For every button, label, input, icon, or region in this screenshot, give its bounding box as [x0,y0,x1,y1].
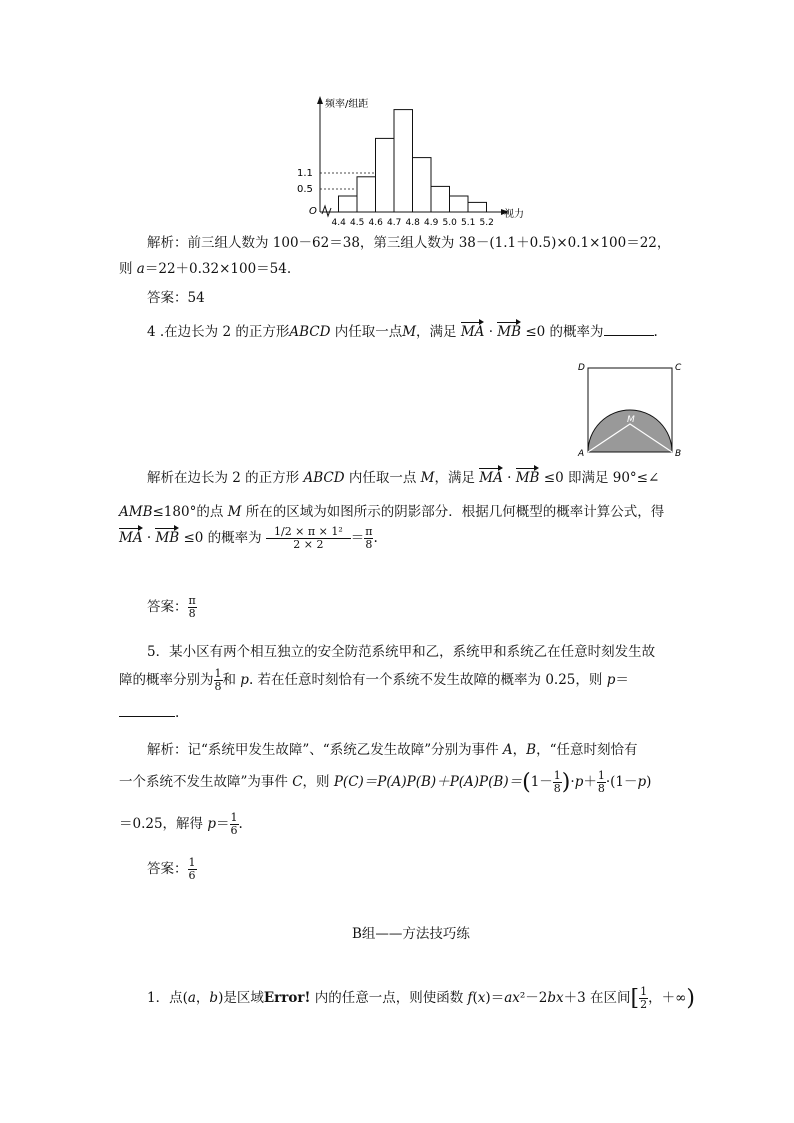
q5-line2 [119,668,629,693]
q5-period: . [175,705,180,721]
b1-int-rest: ，＋∞ [648,990,687,1006]
histogram-bar [431,186,450,212]
histogram-bar [394,110,413,212]
q5-formula: P(C)＝P(A)P(B)＋P(A)P(B)＝ [333,774,523,790]
q5-answer [147,857,197,882]
q5-f3-num: 1 [597,769,605,782]
q4-s1a: 解析在边长为 2 的正方形 [147,470,304,486]
x-tick-label: 4.4 [331,218,346,227]
q5-paren-close: ) [561,770,571,795]
q4-q-text4: ≤0 的概率为 [521,324,604,340]
q4-answer [147,595,197,620]
axis-break [322,206,331,216]
dot-op-2: · [502,470,516,486]
q3-answer: 答案：54 [147,290,205,306]
dot-op: · [484,324,498,340]
ytick-0-5: 0.5 [297,184,313,195]
q4-s1-abcd: ABCD [303,470,345,486]
q4-q-text3: ，满足 [416,324,461,340]
q4-frac-den: 2 × 2 [293,538,324,551]
q4-result-den: 8 [365,538,373,551]
q5-answer-num: 1 [188,856,196,869]
q5-s1-rest: ，“任意时刻恰有 [536,742,638,758]
q5-answer-blank [119,704,175,717]
q5-frac-1-6 [230,812,239,837]
b1-frac-den: 2 [640,998,648,1011]
label-m: M [627,415,635,425]
q5-frac-num: 1 [214,667,222,680]
q3-var-a: a [136,261,145,277]
b1-k: ＋3 在区间 [563,990,631,1006]
q5-f4-num: 1 [230,811,238,824]
q4-s1-m: M [420,470,435,486]
b1-i: ²－2 [519,990,548,1006]
q5-line3 [119,704,179,721]
q5-event-a: A [502,742,513,758]
q5-s3: ＝0.25，解得 [119,816,208,832]
q5-solution-line1 [147,738,637,758]
q5-l2a: 障的概率分别为 [119,672,214,688]
b1-frac-1-2 [639,986,648,1011]
vector-mb-2: MB [516,466,540,486]
b1-e: ( [472,990,478,1006]
b1-frac-num: 1 [640,985,648,998]
x-tick-label: 4.7 [387,218,402,227]
q4-probability-fraction [266,526,351,551]
histogram-bar [468,202,487,212]
x-tick-label: 4.8 [405,218,420,227]
ylabel: 频率/组距 [325,99,369,110]
q5-l2d: ＝ [615,672,629,688]
q4-s2b: 所在的区域为如图所示的阴影部分．根据几何概型的概率计算公式，得 [241,504,665,520]
q4-answer-label: 答案： [147,599,188,615]
b1-ax: ax [504,990,520,1006]
label-a: A [578,449,585,459]
q5-answer-label: 答案： [147,861,188,877]
q5-fraction-1-8 [214,668,223,693]
y-axis-arrow [317,96,323,104]
label-b: B [675,449,682,459]
q5-f3-den: 8 [597,782,605,795]
b1-question [147,986,695,1011]
q5-p: p [240,672,249,688]
q5-line1: 5．某小区有两个相互独立的安全防范系统甲和乙，系统甲和系统乙在任意时刻发生故 [147,644,656,660]
x-tick-label: 5.1 [461,218,476,227]
vector-mb: MB [497,320,521,340]
histogram-bar [376,138,395,212]
vector-ma-2: MA [479,466,503,486]
square-semicircle-figure [572,358,690,460]
answer-blank [604,323,654,336]
q4-frac-num: 1/2 × π × 1² [266,526,351,539]
q5-s2a: 一个系统不发生故障”为事件 [119,774,293,790]
q5-paren-open: ( [522,770,531,795]
vector-mb-3: MB [155,526,179,546]
b1-bracket-open: [ [630,986,640,1011]
vector-ma-3: MA [119,526,143,546]
q4-eq: ＝ [350,530,365,546]
x-tick-label: 4.5 [350,218,365,227]
q4-q-text1: 4 .在边长为 2 的正方形 [147,324,290,340]
b1-d: 内的任意一点，则使函数 [310,990,468,1006]
q4-answer-den: 8 [188,607,196,620]
q5-solution-line3: ＝0.25，解得 p＝ $\frac{1}{6}$ . [119,811,243,837]
q4-result-num: π [365,525,373,538]
b1-error: Error! [263,990,311,1006]
q4-m: M [402,324,417,340]
label-c: C [675,363,682,373]
q4-solution-line1 [147,466,659,486]
q4-period: . [653,324,658,340]
q4-s1b: 内任取一点 [344,470,421,486]
q5-f2-num: 1 [553,769,561,782]
q5-s2b: ，则 [302,774,334,790]
q5-event-c: C [292,774,303,790]
q5-frac-1-8-b [553,770,562,795]
q4-s2a: ≤180°的点 [152,504,228,520]
label-d: D [578,363,585,373]
q5-comma: ， [512,742,527,758]
q5-l2b: 和 [222,672,241,688]
dot-op-3: · [142,530,156,546]
histogram-bar [357,177,376,212]
q4-s1d: ≤0 即满足 90°≤∠ [539,470,660,486]
q4-period-2: . [373,530,378,546]
origin-label: O [309,206,317,217]
q5-p3: p [574,774,584,790]
b1-c: )是区域 [218,990,264,1006]
q4-s3-text: ≤0 的概率为 [179,530,262,546]
b1-var-a: a [187,990,196,1006]
q4-answer-num: π [188,594,196,607]
x-tick-label: 4.6 [368,218,383,227]
q3-solution-line1: 解析：前三组人数为 100－62＝38，第三组人数为 38－(1.1＋0.5)×0.1×100＝22， [147,235,671,251]
q4-answer-fraction [188,595,197,620]
b1-var-b: b [209,990,219,1006]
q4-s2-m: M [227,504,242,520]
b1-comma: ， [195,990,210,1006]
xlabel: 视力 [504,209,524,220]
b1-g: )＝ [485,990,505,1006]
q5-solution-line2: 一个系统不发生故障”为事件 C，则 P(C)＝P(A)P(B)＋P(A)P(B)＝(1－ $\frac{1}{8}$ )·p＋ $\frac{1}{8}$ ·(1－p) [119,769,652,795]
q5-event-b: B [526,742,537,758]
q5-eq: ＝ [216,816,230,832]
q5-frac-den: 8 [214,680,222,693]
b1-a: 1．点( [147,990,188,1006]
vector-ma: MA [461,320,485,340]
section-b-title: B组——方法技巧练 [352,926,470,942]
q4-s1c: ，满足 [434,470,480,486]
q4-solution-line2 [119,500,664,520]
x-tick-label: 4.9 [424,218,439,227]
q5-p2: p [606,672,616,688]
q3-result: ＝22＋0.32×100＝54. [144,261,292,277]
q5-f2-den: 8 [553,782,561,795]
x-tick-label: 5.0 [442,218,457,227]
q5-l2c: . 若在任意时刻恰有一个系统不发生故障的概率为 0.25，则 [248,672,607,688]
histogram-bar [450,196,469,212]
q5-answer-fraction [188,857,197,882]
b1-paren-close: ) [686,986,695,1011]
q4-question [147,320,658,340]
q5-s1: 解析：记“系统甲发生故障”、“系统乙发生故障”分别为事件 [147,742,503,758]
q5-answer-den: 6 [188,869,196,882]
q5-f4-den: 6 [230,824,238,837]
q3-then: 则 [119,261,137,277]
x-tick-label: 5.2 [479,218,494,227]
ytick-1-1: 1.1 [297,168,313,179]
histogram-figure [290,92,540,227]
b1-f: f [467,990,473,1006]
b1-bx: bx [547,990,564,1006]
q4-q-text2: 内任取一点 [330,324,403,340]
b1-x: x [477,990,486,1006]
q4-solution-line3 [119,526,378,551]
q4-abcd: ABCD [289,324,331,340]
q5-p5: p [207,816,217,832]
histogram-bar [339,196,358,212]
q4-amb: AMB [119,504,153,520]
q3-solution-line2 [119,257,291,277]
q5-p4: p [637,774,647,790]
q5-frac-1-8-c [597,770,606,795]
histogram-bar [413,158,432,212]
